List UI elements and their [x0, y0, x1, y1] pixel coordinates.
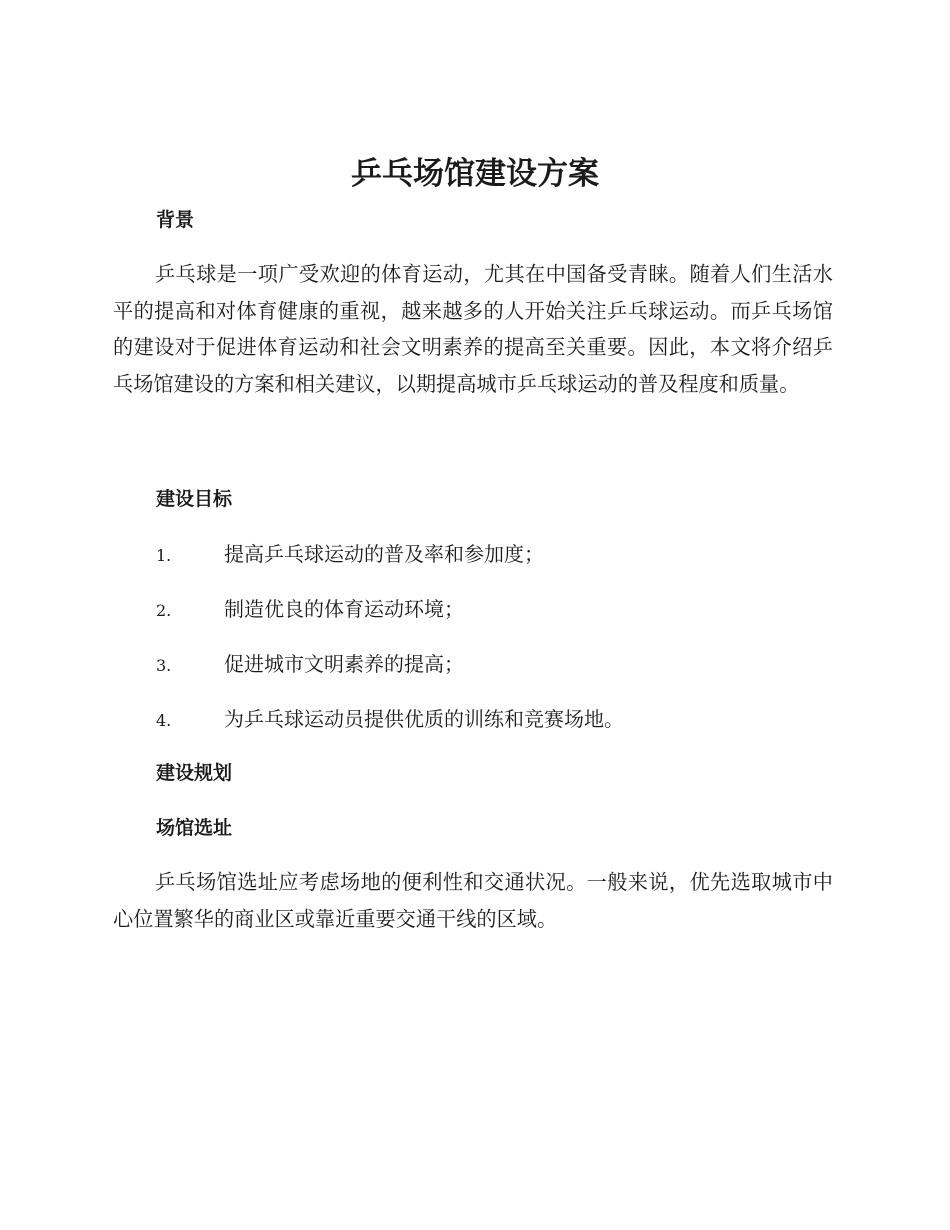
goal-list-text: 制造优良的体育运动环境；: [224, 597, 464, 621]
goal-list-number: 4.: [156, 711, 172, 730]
goal-list-item: [156, 595, 856, 625]
goal-list-item: [156, 540, 856, 570]
section-heading-goals: 建设目标: [156, 488, 233, 510]
goal-list-item: [156, 650, 856, 680]
goal-list-text: 提高乒乓球运动的普及率和参加度；: [224, 542, 544, 566]
goal-list-text: 促进城市文明素养的提高；: [224, 652, 464, 676]
section-heading-site: 场馆选址: [156, 817, 233, 839]
goal-list-text: 为乒乓球运动员提供优质的训练和竞赛场地。: [224, 707, 624, 731]
goal-list-number: 3.: [156, 656, 172, 675]
section-heading-background: 背景: [156, 209, 195, 231]
document-title: 乒乓场馆建设方案: [351, 156, 599, 192]
goal-list-number: 2.: [156, 601, 172, 620]
site-paragraph: 乒乓场馆选址应考虑场地的便利性和交通状况。一般来说，优先选取城市中心位置繁华的商业区或靠近重要交通干线的区域。: [113, 870, 833, 931]
background-paragraph: 乒乓球是一项广受欢迎的体育运动，尤其在中国备受青睐。随着人们生活水平的提高和对体育健康的重视，越来越多的人开始关注乒乓球运动。而乒乓场馆的建设对于促进体育运动和社会文明素养的提高至关重要。因此，本文将介绍乒乓场馆建设的方案和相关建议，以期提高城市乒乓球运动的普及程度和质量。: [113, 262, 833, 396]
goal-list-number: 1.: [156, 546, 172, 565]
goal-list-item: [156, 705, 856, 735]
section-heading-planning: 建设规划: [156, 762, 233, 784]
